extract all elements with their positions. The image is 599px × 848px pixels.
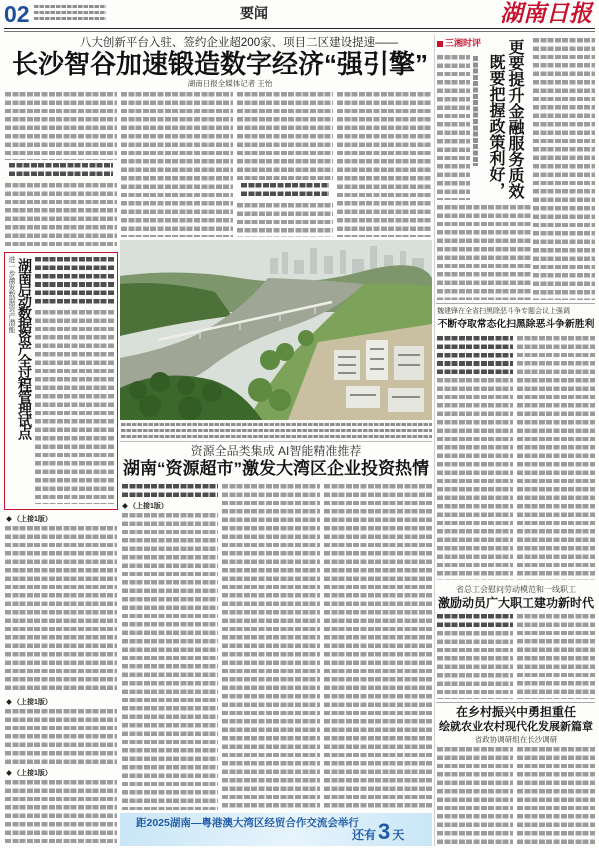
- story-body-text: [517, 614, 595, 699]
- story-intro-text: [437, 614, 513, 631]
- resource-market-headline: 湖南“资源超市”激发大湾区企业投资热情: [123, 459, 429, 478]
- body-text-column: [222, 484, 320, 810]
- commentary-headline-line-1: 更要提升金融服务质效: [506, 39, 523, 199]
- feature-subtitle: 进一步激发数据资产潜能: [8, 256, 15, 333]
- commentary-body-text: [437, 205, 531, 300]
- story-body-text: [437, 631, 513, 699]
- countdown-number: 3: [378, 819, 391, 844]
- right-column-separator: [434, 35, 435, 846]
- lead-body-column: [337, 92, 432, 237]
- masthead-rule-thin: [4, 31, 595, 32]
- lead-headline: 长沙智谷加速锻造数字经济“强引擎”: [11, 49, 428, 79]
- feature-box: [4, 252, 118, 510]
- newspaper-logo: 湖南日报: [500, 0, 592, 27]
- lead-body-column: [121, 92, 233, 237]
- section-title: 要闻: [240, 5, 268, 21]
- column-square-icon: [437, 41, 443, 47]
- continued-marker: （上接1版）: [6, 698, 52, 707]
- commentary-body-text: [437, 55, 470, 200]
- lead-body-column: [237, 203, 333, 237]
- story-kicker: 省总工会慰问劳动模范和一线职工: [456, 585, 576, 594]
- story-divider: [436, 303, 595, 304]
- countdown-unit: 天: [392, 828, 405, 842]
- feature-body-text: [35, 310, 114, 504]
- diamond-icon: [6, 699, 12, 705]
- story-body-text: [517, 747, 595, 845]
- feature-headline: 湖南启动数据资产全过程管理试点: [17, 258, 33, 438]
- page-number: 02: [4, 1, 30, 27]
- lead-body-column: [5, 183, 117, 247]
- story-body-text: [437, 747, 513, 845]
- story-intro-text: [437, 336, 513, 378]
- countdown-text: 距2025湖南—粤港澳大湾区经贸合作交流会举行: [136, 817, 359, 829]
- news-photo-landscape: [120, 240, 432, 420]
- story-body-text: [517, 336, 595, 580]
- continued-marker: （上接1版）: [6, 515, 52, 524]
- body-text-column: [5, 780, 117, 845]
- lead-subheading: [241, 183, 329, 199]
- story-divider: [436, 702, 595, 703]
- diamond-icon: [6, 770, 12, 776]
- diamond-icon: [6, 516, 12, 522]
- lead-subheading: [9, 163, 113, 179]
- body-text-column: [122, 513, 218, 810]
- story-headline: 不断夺取常态化扫黑除恶斗争新胜利: [437, 319, 595, 330]
- diamond-icon: [122, 503, 128, 509]
- story-kicker: 魏建锋在全省扫黑除恶斗争专题会议上强调: [437, 308, 570, 315]
- countdown-days: [352, 821, 404, 844]
- photo-caption-text: [121, 423, 432, 438]
- body-text-column: [5, 526, 117, 694]
- commentary-label: 三湘时评: [437, 38, 481, 49]
- lead-body-column: [5, 92, 117, 160]
- masthead-rule: [4, 28, 595, 29]
- lead-body-column: [237, 92, 333, 180]
- story-headline-line-2: 绘就农业农村现代化发展新篇章: [439, 721, 593, 733]
- lead-byline: 湖南日报全媒体记者 王怡: [187, 79, 273, 88]
- commentary-headline-line-2: 既要把握政策利好，: [487, 54, 504, 198]
- countdown-banner: [120, 813, 432, 846]
- feature-intro-text: [35, 257, 114, 307]
- news-photo: [120, 240, 432, 420]
- commentary-body-text: [533, 38, 595, 300]
- section-rule: [120, 441, 432, 442]
- lead-kicker: 八大创新平台入驻、签约企业超200家、项目二区建设提速——: [79, 37, 399, 49]
- countdown-prefix: 还有: [352, 828, 377, 842]
- continued-marker: （上接1版）: [6, 769, 52, 778]
- continued-marker: （上接1版）: [122, 502, 168, 511]
- story-headline: 激励动员广大职工建功新时代: [437, 596, 594, 610]
- story-subhead: 省政协调研组在长沙调研: [474, 735, 558, 744]
- resource-market-kicker: 资源全品类集成 AI智能精准推荐: [190, 444, 362, 458]
- buildings-under-construction: [334, 340, 424, 412]
- commentary-byline: [473, 56, 478, 166]
- resource-market-intro: [122, 484, 218, 500]
- story-body-text: [437, 378, 513, 580]
- story-headline-line-1: 在乡村振兴中勇担重任: [455, 705, 576, 719]
- body-text-column: [324, 484, 432, 810]
- date-and-editor-lines: [34, 5, 106, 22]
- body-text-column: [5, 709, 117, 766]
